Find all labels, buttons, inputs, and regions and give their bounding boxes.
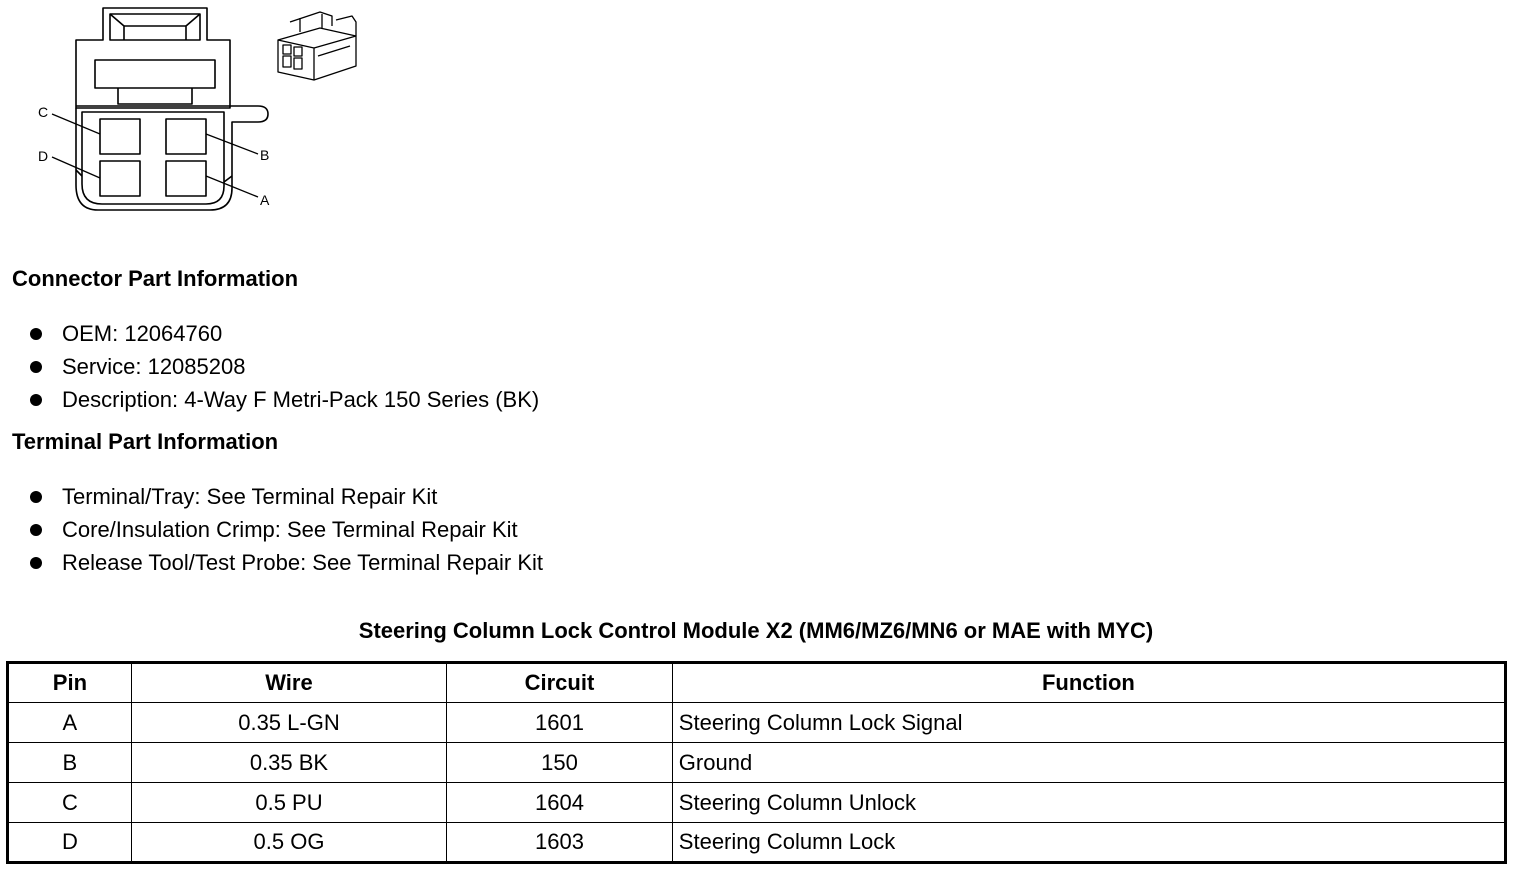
cavity-d — [100, 161, 140, 196]
connector-isometric-icon — [278, 12, 356, 80]
pin-label-b: B — [260, 147, 270, 163]
connector-part-info-list — [30, 317, 539, 416]
cell-function: Steering Column Lock Signal — [672, 703, 1505, 743]
table-header-row — [8, 663, 1506, 703]
connector-body-outline — [76, 106, 268, 210]
bullet-icon — [30, 361, 42, 373]
terminal-tray-info: Terminal/Tray: See Terminal Repair Kit — [62, 484, 438, 509]
table-row — [8, 823, 1506, 863]
table-row — [8, 703, 1506, 743]
cell-pin: C — [8, 783, 132, 823]
cell-pin: D — [8, 823, 132, 863]
cell-wire: 0.35 L-GN — [131, 703, 446, 743]
crimp-info: Core/Insulation Crimp: See Terminal Repair Kit — [62, 517, 518, 542]
cell-circuit: 1603 — [447, 823, 673, 863]
connector-description: Description: 4-Way F Metri-Pack 150 Series (BK) — [62, 387, 540, 412]
column-header-wire: Wire — [131, 663, 446, 703]
cell-pin: B — [8, 743, 132, 783]
terminal-part-info-heading: Terminal Part Information — [12, 429, 279, 454]
table-row — [8, 743, 1506, 783]
bullet-icon — [30, 394, 42, 406]
cell-function: Steering Column Lock — [672, 823, 1505, 863]
cell-function: Steering Column Unlock — [672, 783, 1505, 823]
list-item — [30, 383, 539, 416]
column-header-function: Function — [672, 663, 1505, 703]
cell-circuit: 1601 — [447, 703, 673, 743]
pin-label-a: A — [260, 192, 270, 208]
cell-wire: 0.5 OG — [131, 823, 446, 863]
cell-function: Ground — [672, 743, 1505, 783]
pin-label-c: C — [38, 104, 49, 120]
release-tool-info: Release Tool/Test Probe: See Terminal Repair Kit — [62, 550, 543, 575]
list-item — [30, 317, 539, 350]
cell-pin: A — [8, 703, 132, 743]
cavity-c — [100, 119, 140, 154]
list-item — [30, 480, 543, 513]
connector-part-info-heading: Connector Part Information — [12, 266, 299, 291]
cell-wire: 0.5 PU — [131, 783, 446, 823]
cell-wire: 0.35 BK — [131, 743, 446, 783]
cell-circuit: 150 — [447, 743, 673, 783]
column-header-circuit: Circuit — [447, 663, 673, 703]
terminal-part-info-list — [30, 480, 543, 579]
service-part-number: Service: 12085208 — [62, 354, 246, 379]
bullet-icon — [30, 328, 42, 340]
bullet-icon — [30, 491, 42, 503]
cell-circuit: 1604 — [447, 783, 673, 823]
list-item — [30, 546, 543, 579]
bullet-icon — [30, 557, 42, 569]
pinout-table — [6, 661, 1507, 864]
column-header-pin: Pin — [8, 663, 132, 703]
connector-latch-outline — [76, 8, 230, 108]
connector-diagram — [0, 0, 380, 225]
cavity-a — [166, 161, 206, 196]
table-row — [8, 783, 1506, 823]
cavity-b — [166, 119, 206, 154]
list-item — [30, 350, 539, 383]
connector-face-view — [0, 0, 380, 225]
pin-label-d: D — [38, 148, 49, 164]
oem-part-number: OEM: 12064760 — [62, 321, 223, 346]
list-item — [30, 513, 543, 546]
bullet-icon — [30, 524, 42, 536]
table-title: Steering Column Lock Control Module X2 (MM6/MZ6/MN6 or MAE with MYC) — [358, 618, 1154, 643]
